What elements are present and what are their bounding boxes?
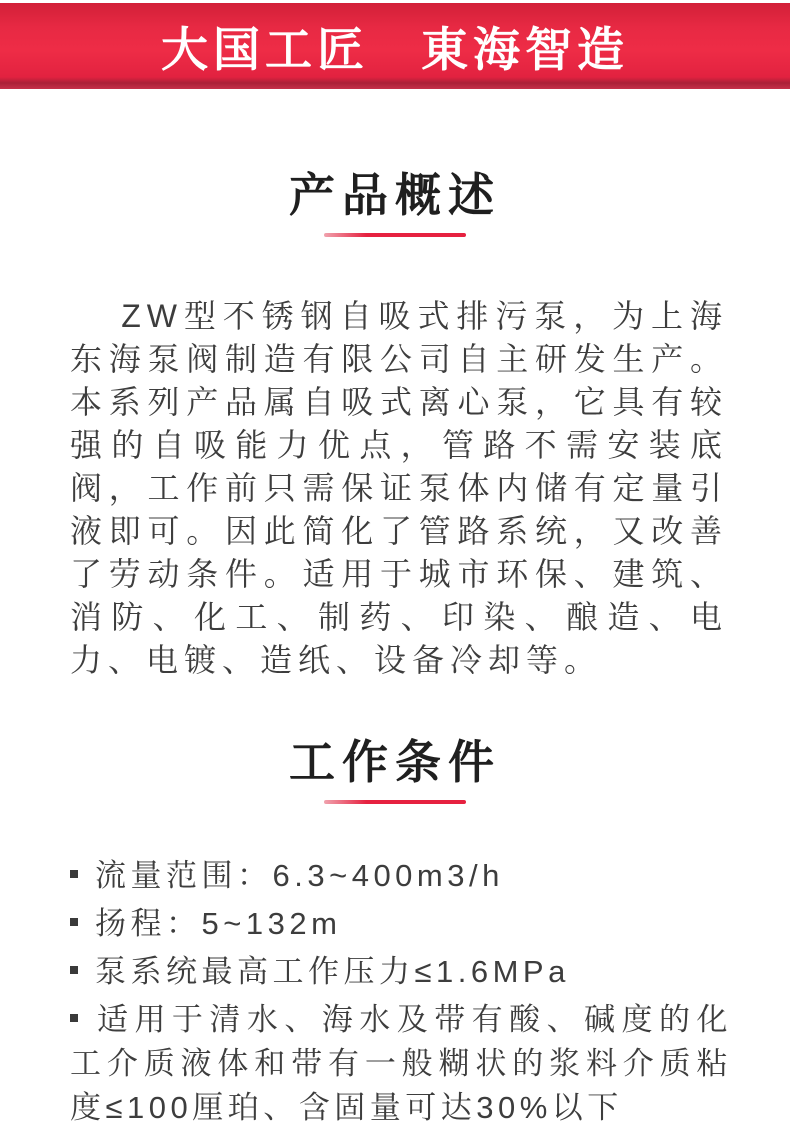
list-item — [70, 998, 732, 1130]
overview-heading: 产品概述 — [289, 169, 501, 221]
banner-title: 大国工匠 東海智造 — [161, 22, 629, 76]
condition-text: 流量范围：6.3~400m3/h — [95, 857, 504, 893]
condition-text: 扬程：5~132m — [95, 905, 342, 941]
bullet-icon — [70, 1014, 78, 1022]
bullet-icon — [70, 918, 78, 926]
conditions-list — [70, 854, 732, 1130]
overview-heading-underline — [324, 233, 466, 237]
bullet-icon — [70, 870, 78, 878]
condition-text: 适用于清水、海水及带有酸、碱度的化工介质液体和带有一般糊状的浆料介质粘度≤100厘珀、含固量可达30%以下 — [70, 1001, 732, 1125]
bullet-icon — [70, 966, 78, 974]
list-item — [70, 902, 732, 946]
conditions-heading: 工作条件 — [289, 735, 501, 788]
overview-paragraph: ZW型不锈钢自吸式排污泵，为上海东海泵阀制造有限公司自主研发生产。本系列产品属自吸式离心泵，它具有较强的自吸能力优点，管路不需安装底阀，工作前只需保证泵体内储有定量引液即可。因此简化了管路系统，又改善了劳动条件。适用于城市环保、建筑、消防、化工、制药、印染、酿造、电力、电镀、造纸、设备冷却等。 — [70, 297, 728, 678]
list-item — [70, 950, 732, 994]
top-banner — [0, 3, 790, 89]
conditions-heading-underline — [324, 800, 466, 804]
condition-text: 泵系统最高工作压力≤1.6MPa — [95, 953, 570, 989]
section-working-conditions — [0, 735, 790, 1130]
list-item — [70, 854, 732, 898]
section-product-overview — [0, 171, 790, 682]
